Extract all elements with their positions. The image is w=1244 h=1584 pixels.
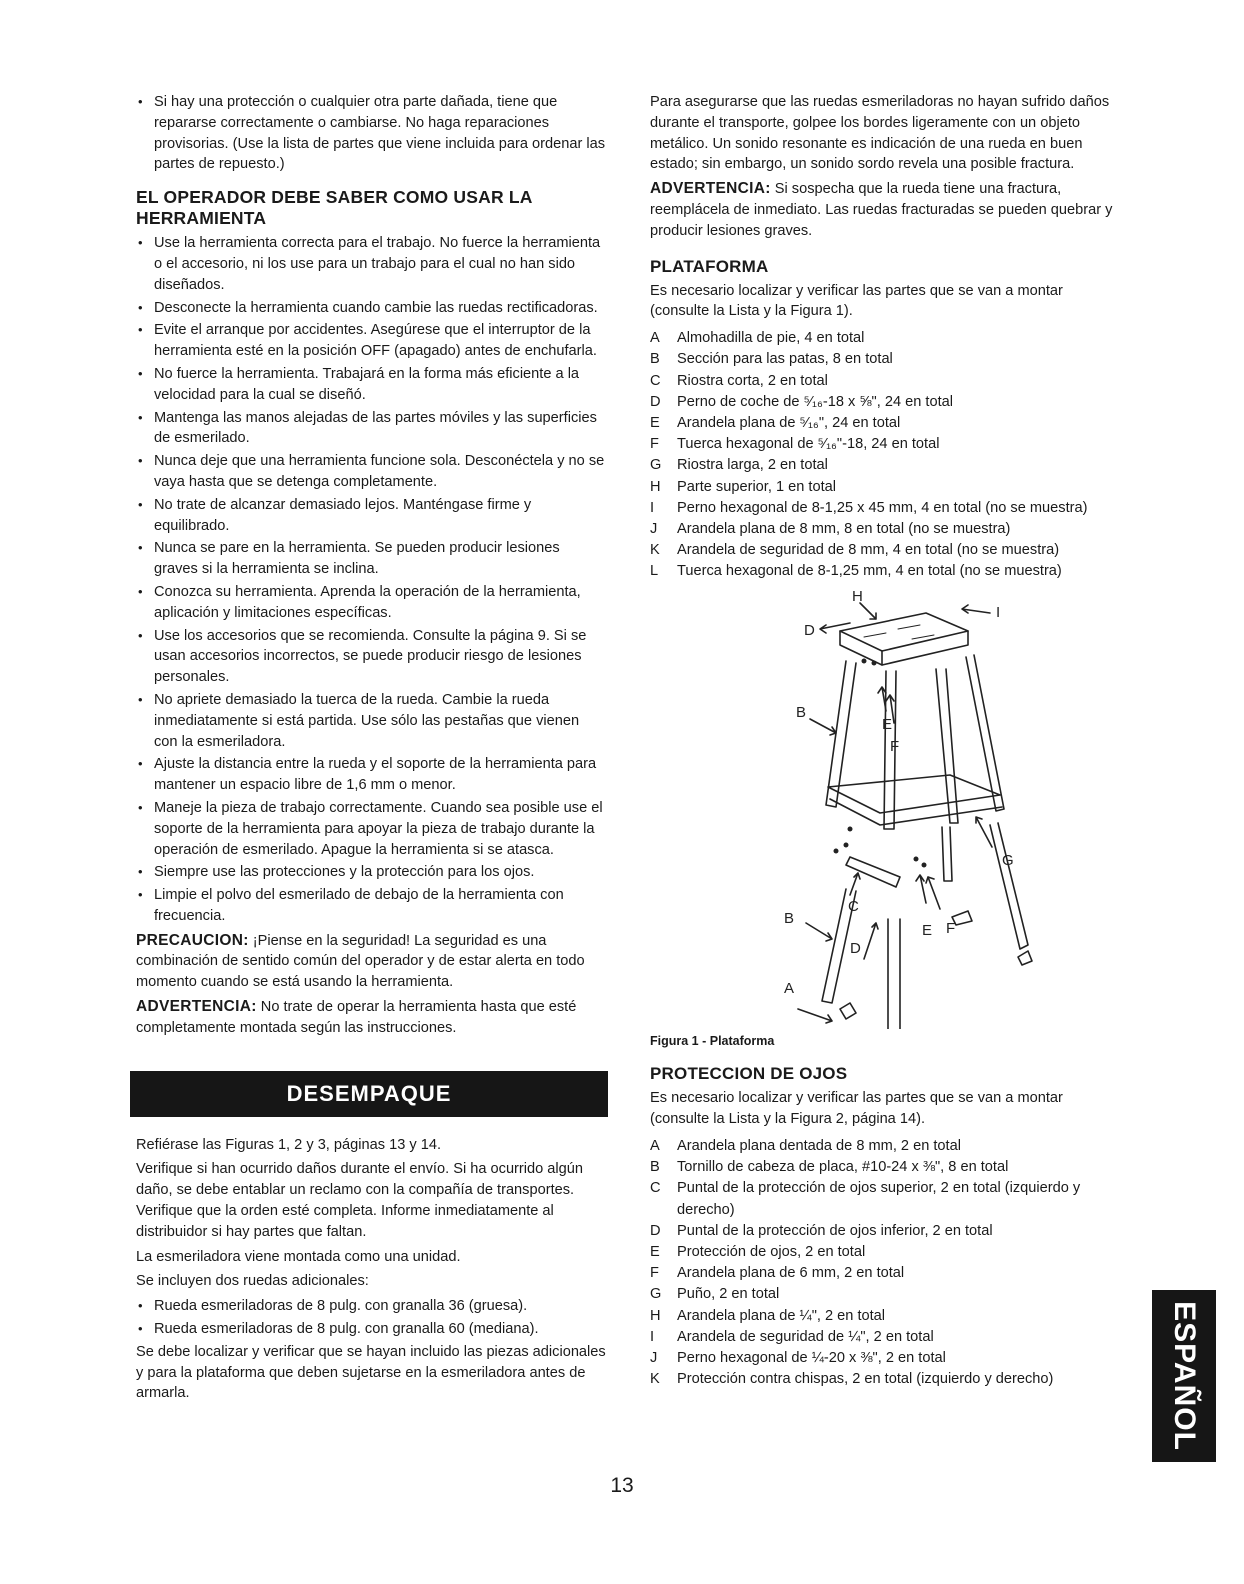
list-item [650,1178,1120,1220]
part-text: Arandela plana de 8 mm, 8 en total (no se muestra) [677,521,1011,537]
unpack-banner: DESEMPAQUE [130,1071,608,1117]
warning-label: ADVERTENCIA: [650,180,771,198]
part-key: K [650,1371,660,1388]
part-key: J [650,521,658,537]
list-item [650,413,1120,434]
list-item: • Rueda esmeriladoras de 8 pulg. con granalla 36 (gruesa). [136,1296,606,1317]
part-text: Parte superior, 1 en total [677,478,837,495]
caution-label: PRECAUCION: [136,931,249,949]
list-item: • Rueda esmeriladoras de 8 pulg. con granalla 60 (mediana). [136,1319,606,1340]
part-key: C [650,1180,661,1197]
platform-parts-list [650,328,1120,582]
list-item [650,561,1120,582]
part-text: Puntal de la protección de ojos inferior, 2 en total [677,1222,993,1239]
list-item: • No trate de alcanzar demasiado lejos. Manténgase firme y equilibrado. [136,495,606,537]
part-key: F [650,1265,659,1282]
figure-label-e-bottom: E [922,921,933,939]
part-key: A [650,330,660,347]
part-text: Perno de coche de ⁵⁄₁₆-18 x ⅝", 24 en total [677,393,953,410]
figure-label-d-bottom: D [850,939,861,957]
part-text: Riostra larga, 2 en total [677,457,828,474]
upper-leg-far-right [966,655,1004,811]
stand-top-plate [840,613,968,651]
list-item [650,1221,1120,1242]
list-item [650,371,1120,392]
part-text: Riostra corta, 2 en total [677,372,828,389]
eye-protection-heading: PROTECCION DE OJOS [650,1064,848,1084]
language-tab-label: ESPAÑOL [1168,1301,1202,1451]
warning-paragraph [136,997,606,1039]
figure-label-g: G [1002,851,1014,869]
list-item: • Nunca deje que una herramienta funcione sola. Desconéctela y no se vaya hasta que se detenga completamente. [136,451,606,493]
part-text: Arandela plana de ⁵⁄₁₆", 24 en total [677,414,901,431]
list-item: • No fuerce la herramienta. Trabajará en la forma más eficiente a la velocidad para la cual se diseñó. [136,364,606,406]
list-item [650,477,1120,498]
part-key: B [650,1159,660,1176]
operator-heading: EL OPERADOR DEBE SABER COMO USAR LA HERRAMIENTA [136,187,532,229]
platform-heading: PLATAFORMA [650,256,769,276]
part-key: H [650,1307,661,1324]
figure-label-c: C [848,897,859,915]
eye-protection-intro: Es necesario localizar y verificar las partes que se van a montar (consulte la Lista y la Figura 2, página 14). [650,1090,1063,1128]
part-key: G [650,457,662,474]
operator-bullet-list [136,233,606,927]
intro-bullet-list [136,92,606,175]
part-key: K [650,542,660,559]
part-text: Arandela de seguridad de ¼", 2 en total [677,1328,934,1345]
list-item: • Siempre use las protecciones y la protección para los ojos. [136,862,606,883]
figure-label-f-bottom: F [946,919,956,937]
list-item [650,328,1120,349]
list-item [650,455,1120,476]
part-text: Protección de ojos, 2 en total [677,1244,866,1261]
figure-label-e-top: E [882,715,893,733]
warning-label: ADVERTENCIA: [136,998,257,1016]
long-brace-g [942,827,952,881]
figure-label-b-top: B [796,703,807,721]
page-number: 13 [610,1474,634,1497]
part-text: Arandela plana de 6 mm, 2 en total [677,1265,905,1282]
part-text: Tuerca hexagonal de ⁵⁄₁₆"-18, 24 en total [677,436,940,453]
part-key: H [650,478,661,495]
platform-stand-drawing [650,589,1120,1029]
list-item [650,349,1120,370]
list-item: • Use los accesorios que se recomienda. Consulte la página 9. Si se usan accesorios incorrectos, se puede producir riesgo de lesiones personales. [136,626,606,688]
unpack-bullet-list [136,1296,606,1340]
platform-figure [650,589,1120,1029]
list-item: • Maneje la pieza de trabajo correctamente. Cuando sea posible use el soporte de la herramienta para apoyar la pieza de trabajo durante la operación de esmerilado. Apague la herramienta si se atasca. [136,798,606,860]
lower-leg-mid [888,919,900,1029]
list-item [650,392,1120,413]
list-item [650,519,1120,540]
right-column [650,92,1120,1390]
part-key: E [650,414,660,431]
part-key: I [650,499,655,516]
part-text: Arandela plana de ¼", 2 en total [677,1307,886,1324]
platform-intro: Es necesario localizar y verificar las partes que se van a montar (consulte la Lista y la Figura 1). [650,282,1063,320]
part-text: Puño, 2 en total [677,1286,780,1303]
unpack-paragraph-5: Se debe localizar y verificar que se hayan incluido las piezas adicionales y para la plataforma que deben sujetarse en la esmeriladora antes de armarla. [136,1343,606,1402]
list-item: • Ajuste la distancia entre la rueda y el soporte de la herramienta para mantener un espacio libre de 1,6 mm o menor. [136,754,606,796]
list-item: • Mantenga las manos alejadas de las partes móviles y las superficies de esmerilado. [136,408,606,450]
figure-label-a: A [784,979,795,997]
list-item [650,1263,1120,1284]
list-item: • Nunca se pare en la herramienta. Se pueden producir lesiones graves si la herramienta se inclina. [136,538,606,580]
figure-caption: Figura 1 - Plataforma [650,1033,775,1048]
part-text: Protección contra chispas, 2 en total (izquierdo y derecho) [677,1371,1054,1388]
figure-label-h: H [852,588,863,605]
list-item [650,1242,1120,1263]
list-item [650,540,1120,561]
part-key: B [650,351,660,368]
foot-pad-left [840,1003,856,1019]
list-item: • Evite el arranque por accidentes. Asegúrese que el interruptor de la herramienta esté en la posición OFF (apagado) antes de enchufarla. [136,320,606,362]
list-item: • No apriete demasiado la tuerca de la rueda. Cambie la rueda inmediatamente si está partida. Use sólo las pestañas que vienen con la esmeriladora. [136,690,606,752]
warning-text: No trate de operar la herramienta hasta que esté completamente montada según las instrucciones. [136,999,577,1036]
figure-label-d-top: D [804,621,815,639]
part-text: Sección para las patas, 8 en total [677,351,893,368]
list-item: • Use la herramienta correcta para el trabajo. No fuerce la herramienta o el accesorio, ni los use para un trabajo para el cual no han sido diseñados. [136,233,606,295]
list-item: • Desconecte la herramienta cuando cambie las ruedas rectificadoras. [136,298,606,319]
part-text: Perno hexagonal de ¼-20 x ⅜", 2 en total [677,1350,946,1367]
part-key: F [650,436,659,453]
figure-label-b-bottom: B [784,909,795,927]
wheel-check-paragraph: Para asegurarse que las ruedas esmeriladoras no hayan sufrido daños durante el transporte, golpee los bordes ligeramente con un objeto metálico. Un sonido resonante es indicación de una rueda en buen estado; sin embargo, un sonido sordo revela una posible fractura. [650,94,1110,173]
part-text: Arandela de seguridad de 8 mm, 4 en total (no se muestra) [677,542,1060,559]
list-item [650,1369,1120,1390]
part-key: J [650,1350,658,1367]
part-text: Arandela plana dentada de 8 mm, 2 en total [677,1138,961,1154]
list-item [650,1157,1120,1178]
list-item: • Limpie el polvo del esmerilado de debajo de la herramienta con frecuencia. [136,885,606,927]
apron-frame [828,775,1000,813]
list-item [650,1327,1120,1348]
figure-label-i: I [996,603,1001,621]
caution-text: ¡Piense en la seguridad! La seguridad es una combinación de sentido común del operador y de estar alerta en todo momento cuando se está usando la herramienta. [136,932,585,991]
part-key: C [650,372,661,389]
part-key: A [650,1138,660,1154]
part-key: E [650,1244,660,1261]
part-key: D [650,393,661,410]
list-item [650,1284,1120,1305]
figure-label-f-top: F [890,737,900,755]
warning-text: Si sospecha que la rueda tiene una fractura, reemplácela de inmediato. Las ruedas fracturadas se pueden quebrar y producir lesiones graves. [650,181,1113,239]
foot-pad-right [1018,951,1032,965]
lower-leg-right [990,823,1028,949]
part-text: Tuerca hexagonal de 8-1,25 mm, 4 en total (no se muestra) [677,563,1062,580]
list-item: • Conozca su herramienta. Aprenda la operación de la herramienta, aplicación y limitaciones específicas. [136,582,606,624]
wheel-warning-paragraph [650,179,1120,241]
part-key: I [650,1328,655,1345]
unpack-paragraph-1: Refiérase las Figuras 1, 2 y 3, páginas 13 y 14. [136,1136,442,1153]
part-key: L [650,563,659,580]
list-item [650,1136,1120,1157]
list-item: • Si hay una protección o cualquier otra parte dañada, tiene que repararse correctamente o cambiarse. No haga reparaciones provisorias. (Use la lista de partes que viene incluida para ordenar las partes de repuesto.) [136,92,606,175]
part-text: Puntal de la protección de ojos superior, 2 en total (izquierdo y derecho) [677,1180,1081,1218]
unpack-paragraph-4: Se incluyen dos ruedas adicionales: [136,1273,369,1290]
part-text: Perno hexagonal de 8-1,25 x 45 mm, 4 en total (no se muestra) [677,499,1088,516]
eye-protection-parts-list [650,1136,1120,1390]
part-key: D [650,1222,661,1239]
language-side-tab [1152,1290,1216,1462]
list-item [650,1306,1120,1327]
list-item [650,498,1120,519]
list-item [650,1348,1120,1369]
part-text: Almohadilla de pie, 4 en total [677,330,865,347]
left-column [136,92,606,1408]
part-text: Tornillo de cabeza de placa, #10-24 x ⅜", 8 en total [677,1159,1009,1176]
unpack-paragraph-3: La esmeriladora viene montada como una unidad. [136,1248,461,1265]
upper-leg-back-right [936,669,958,823]
unpack-paragraph-2: Verifique si han ocurrido daños durante el envío. Si ha ocurrido algún daño, se debe entablar un reclamo con la compañía de transportes. Verifique que la orden esté completa. Informe inmediatamente al distribuidor si hay partes que faltan. [136,1161,584,1240]
caution-paragraph [136,931,606,993]
list-item [650,434,1120,455]
part-key: G [650,1286,662,1303]
